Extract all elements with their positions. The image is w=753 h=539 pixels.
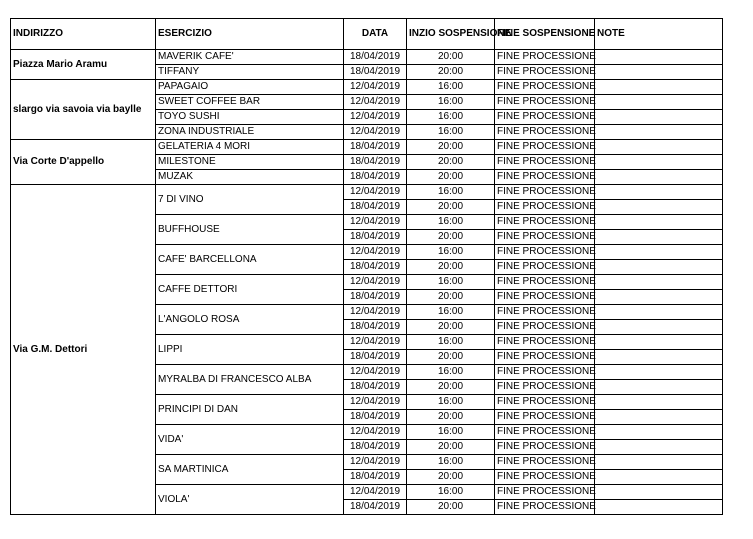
- end-suspension-cell: FINE PROCESSIONE: [495, 200, 595, 215]
- shop-name-cell: L'ANGOLO ROSA: [156, 305, 344, 335]
- date-cell: 18/04/2019: [344, 320, 407, 335]
- start-time-cell: 20:00: [407, 260, 495, 275]
- shop-name-cell: VIOLA': [156, 485, 344, 515]
- note-cell: [595, 65, 723, 80]
- table-row: [11, 80, 723, 95]
- address-cell: Via Corte D'appello: [11, 140, 156, 185]
- shop-name-cell: PRINCIPI DI DAN: [156, 395, 344, 425]
- note-cell: [595, 170, 723, 185]
- end-suspension-cell: FINE PROCESSIONE: [495, 335, 595, 350]
- start-time-cell: 20:00: [407, 350, 495, 365]
- date-cell: 12/04/2019: [344, 425, 407, 440]
- start-time-cell: 20:00: [407, 470, 495, 485]
- date-cell: 18/04/2019: [344, 140, 407, 155]
- date-cell: 18/04/2019: [344, 470, 407, 485]
- note-cell: [595, 95, 723, 110]
- end-suspension-cell: FINE PROCESSIONE: [495, 140, 595, 155]
- shop-name-cell: VIDA': [156, 425, 344, 455]
- note-cell: [595, 305, 723, 320]
- date-cell: 18/04/2019: [344, 350, 407, 365]
- date-cell: 18/04/2019: [344, 500, 407, 515]
- note-cell: [595, 440, 723, 455]
- date-cell: 18/04/2019: [344, 260, 407, 275]
- note-cell: [595, 335, 723, 350]
- date-cell: 12/04/2019: [344, 185, 407, 200]
- date-cell: 18/04/2019: [344, 170, 407, 185]
- note-cell: [595, 110, 723, 125]
- end-suspension-cell: FINE PROCESSIONE: [495, 230, 595, 245]
- date-cell: 12/04/2019: [344, 245, 407, 260]
- note-cell: [595, 125, 723, 140]
- date-cell: 12/04/2019: [344, 275, 407, 290]
- note-cell: [595, 395, 723, 410]
- start-time-cell: 16:00: [407, 485, 495, 500]
- note-cell: [595, 290, 723, 305]
- address-cell: slargo via savoia via baylle: [11, 80, 156, 140]
- note-cell: [595, 320, 723, 335]
- end-suspension-cell: FINE PROCESSIONE: [495, 305, 595, 320]
- start-time-cell: 16:00: [407, 215, 495, 230]
- note-cell: [595, 50, 723, 65]
- header-indirizzo: INDIRIZZO: [11, 19, 156, 50]
- date-cell: 18/04/2019: [344, 410, 407, 425]
- end-suspension-cell: FINE PROCESSIONE: [495, 245, 595, 260]
- note-cell: [595, 425, 723, 440]
- end-suspension-cell: FINE PROCESSIONE: [495, 455, 595, 470]
- start-time-cell: 16:00: [407, 365, 495, 380]
- end-suspension-cell: FINE PROCESSIONE: [495, 95, 595, 110]
- date-cell: 18/04/2019: [344, 380, 407, 395]
- end-suspension-cell: FINE PROCESSIONE: [495, 65, 595, 80]
- end-suspension-cell: FINE PROCESSIONE: [495, 215, 595, 230]
- note-cell: [595, 245, 723, 260]
- note-cell: [595, 275, 723, 290]
- shop-name-cell: 7 DI VINO: [156, 185, 344, 215]
- header-row: [11, 19, 723, 50]
- shop-name-cell: MAVERIK CAFE': [156, 50, 344, 65]
- start-time-cell: 20:00: [407, 230, 495, 245]
- shop-name-cell: CAFE' BARCELLONA: [156, 245, 344, 275]
- start-time-cell: 20:00: [407, 155, 495, 170]
- header-esercizio: ESERCIZIO: [156, 19, 344, 50]
- date-cell: 18/04/2019: [344, 290, 407, 305]
- header-note: NOTE: [595, 19, 723, 50]
- date-cell: 18/04/2019: [344, 230, 407, 245]
- end-suspension-cell: FINE PROCESSIONE: [495, 425, 595, 440]
- shop-name-cell: MUZAK: [156, 170, 344, 185]
- start-time-cell: 16:00: [407, 80, 495, 95]
- start-time-cell: 16:00: [407, 95, 495, 110]
- end-suspension-cell: FINE PROCESSIONE: [495, 440, 595, 455]
- date-cell: 12/04/2019: [344, 95, 407, 110]
- end-suspension-cell: FINE PROCESSIONE: [495, 350, 595, 365]
- shop-name-cell: TOYO SUSHI: [156, 110, 344, 125]
- note-cell: [595, 470, 723, 485]
- date-cell: 18/04/2019: [344, 200, 407, 215]
- start-time-cell: 20:00: [407, 290, 495, 305]
- date-cell: 12/04/2019: [344, 305, 407, 320]
- end-suspension-cell: FINE PROCESSIONE: [495, 395, 595, 410]
- start-time-cell: 16:00: [407, 275, 495, 290]
- start-time-cell: 16:00: [407, 395, 495, 410]
- end-suspension-cell: FINE PROCESSIONE: [495, 80, 595, 95]
- start-time-cell: 16:00: [407, 335, 495, 350]
- start-time-cell: 20:00: [407, 140, 495, 155]
- table-row: [11, 50, 723, 65]
- note-cell: [595, 455, 723, 470]
- note-cell: [595, 155, 723, 170]
- end-suspension-cell: FINE PROCESSIONE: [495, 155, 595, 170]
- end-suspension-cell: FINE PROCESSIONE: [495, 185, 595, 200]
- start-time-cell: 16:00: [407, 185, 495, 200]
- note-cell: [595, 260, 723, 275]
- note-cell: [595, 365, 723, 380]
- note-cell: [595, 200, 723, 215]
- date-cell: 12/04/2019: [344, 335, 407, 350]
- header-data: DATA: [344, 19, 407, 50]
- start-time-cell: 20:00: [407, 200, 495, 215]
- end-suspension-cell: FINE PROCESSIONE: [495, 290, 595, 305]
- end-suspension-cell: FINE PROCESSIONE: [495, 170, 595, 185]
- end-suspension-cell: FINE PROCESSIONE: [495, 470, 595, 485]
- date-cell: 18/04/2019: [344, 440, 407, 455]
- end-suspension-cell: FINE PROCESSIONE: [495, 320, 595, 335]
- shop-name-cell: BUFFHOUSE: [156, 215, 344, 245]
- shop-name-cell: PAPAGAIO: [156, 80, 344, 95]
- start-time-cell: 16:00: [407, 245, 495, 260]
- end-suspension-cell: FINE PROCESSIONE: [495, 275, 595, 290]
- date-cell: 12/04/2019: [344, 485, 407, 500]
- note-cell: [595, 80, 723, 95]
- shop-name-cell: CAFFE DETTORI: [156, 275, 344, 305]
- shop-name-cell: ZONA INDUSTRIALE: [156, 125, 344, 140]
- note-cell: [595, 230, 723, 245]
- note-cell: [595, 500, 723, 515]
- date-cell: 12/04/2019: [344, 110, 407, 125]
- table-body: [11, 50, 723, 515]
- start-time-cell: 20:00: [407, 500, 495, 515]
- date-cell: 12/04/2019: [344, 80, 407, 95]
- end-suspension-cell: FINE PROCESSIONE: [495, 110, 595, 125]
- note-cell: [595, 215, 723, 230]
- shop-name-cell: GELATERIA 4 MORI: [156, 140, 344, 155]
- start-time-cell: 16:00: [407, 455, 495, 470]
- start-time-cell: 20:00: [407, 65, 495, 80]
- address-cell: Piazza Mario Aramu: [11, 50, 156, 80]
- start-time-cell: 20:00: [407, 320, 495, 335]
- note-cell: [595, 140, 723, 155]
- shop-name-cell: TIFFANY: [156, 65, 344, 80]
- table-header: [11, 19, 723, 50]
- start-time-cell: 20:00: [407, 170, 495, 185]
- end-suspension-cell: FINE PROCESSIONE: [495, 125, 595, 140]
- end-suspension-cell: FINE PROCESSIONE: [495, 260, 595, 275]
- address-cell: Via G.M. Dettori: [11, 185, 156, 515]
- note-cell: [595, 350, 723, 365]
- note-cell: [595, 380, 723, 395]
- note-cell: [595, 485, 723, 500]
- start-time-cell: 16:00: [407, 305, 495, 320]
- shop-name-cell: SWEET COFFEE BAR: [156, 95, 344, 110]
- date-cell: 18/04/2019: [344, 155, 407, 170]
- end-suspension-cell: FINE PROCESSIONE: [495, 500, 595, 515]
- date-cell: 18/04/2019: [344, 50, 407, 65]
- date-cell: 12/04/2019: [344, 455, 407, 470]
- start-time-cell: 16:00: [407, 425, 495, 440]
- end-suspension-cell: FINE PROCESSIONE: [495, 50, 595, 65]
- date-cell: 12/04/2019: [344, 395, 407, 410]
- start-time-cell: 16:00: [407, 125, 495, 140]
- end-suspension-cell: FINE PROCESSIONE: [495, 380, 595, 395]
- header-fine-sospensione: FINE SOSPENSIONE: [495, 19, 595, 50]
- start-time-cell: 16:00: [407, 110, 495, 125]
- end-suspension-cell: FINE PROCESSIONE: [495, 410, 595, 425]
- date-cell: 12/04/2019: [344, 215, 407, 230]
- date-cell: 18/04/2019: [344, 65, 407, 80]
- note-cell: [595, 410, 723, 425]
- start-time-cell: 20:00: [407, 410, 495, 425]
- shop-name-cell: LIPPI: [156, 335, 344, 365]
- date-cell: 12/04/2019: [344, 125, 407, 140]
- table-row: [11, 140, 723, 155]
- start-time-cell: 20:00: [407, 380, 495, 395]
- end-suspension-cell: FINE PROCESSIONE: [495, 485, 595, 500]
- start-time-cell: 20:00: [407, 440, 495, 455]
- note-cell: [595, 185, 723, 200]
- end-suspension-cell: FINE PROCESSIONE: [495, 365, 595, 380]
- date-cell: 12/04/2019: [344, 365, 407, 380]
- shop-name-cell: MYRALBA DI FRANCESCO ALBA: [156, 365, 344, 395]
- header-inizio-sospensione: INZIO SOSPENSIONE: [407, 19, 495, 50]
- shop-name-cell: MILESTONE: [156, 155, 344, 170]
- start-time-cell: 20:00: [407, 50, 495, 65]
- shop-name-cell: SA MARTINICA: [156, 455, 344, 485]
- suspension-schedule-table: [10, 18, 723, 515]
- table-row: [11, 185, 723, 200]
